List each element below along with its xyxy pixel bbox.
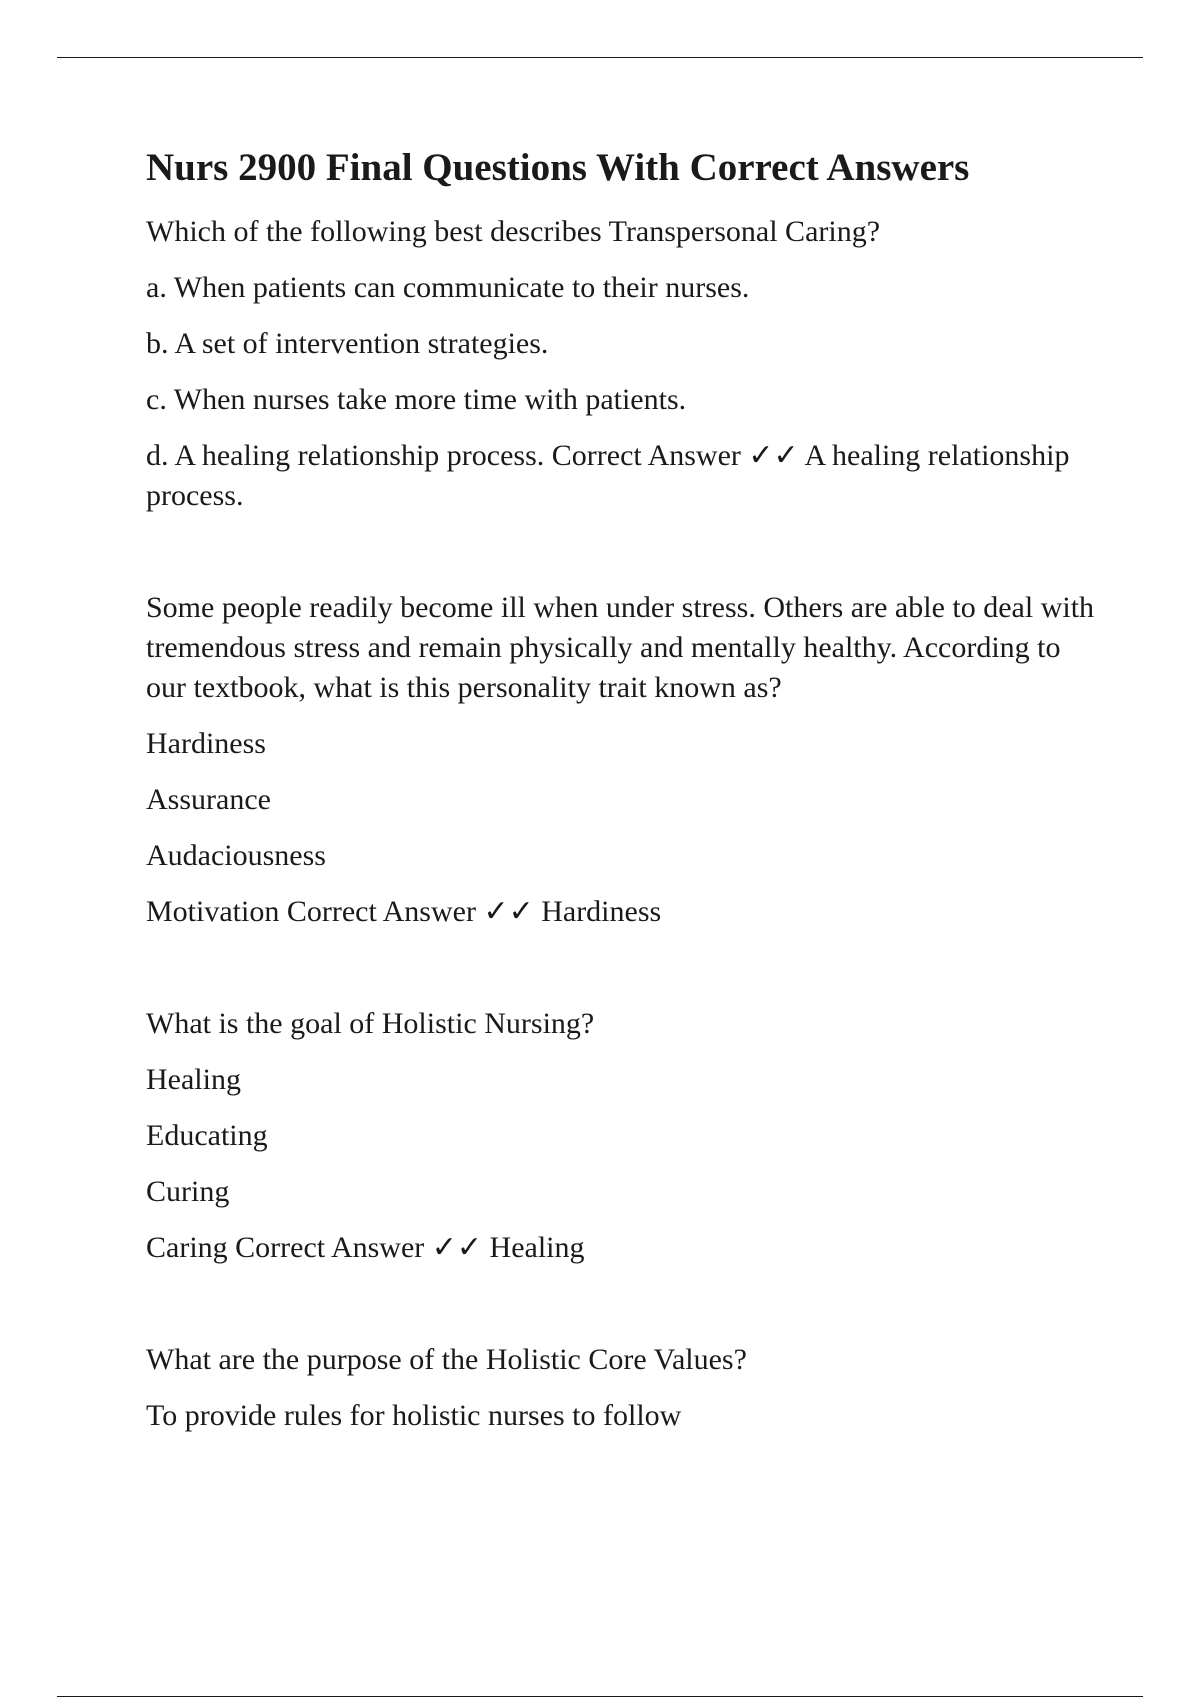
question-block-1 (146, 212, 1096, 516)
spacer (146, 1284, 1096, 1340)
answer-option: Healing (146, 1063, 241, 1096)
document-title: Nurs 2900 Final Questions With Correct Answers (146, 146, 970, 189)
answer-option-correct: Caring Correct Answer ✓✓ Healing (146, 1231, 585, 1264)
answer-option: Hardiness (146, 727, 266, 760)
answer-option: c. When nurses take more time with patients. (146, 383, 687, 416)
answer-option: Audaciousness (146, 839, 326, 872)
answer-option: Educating (146, 1119, 268, 1152)
spacer (146, 532, 1096, 588)
question-block-4 (146, 1340, 1096, 1436)
question-text: What are the purpose of the Holistic Core Values? (146, 1343, 747, 1376)
bottom-divider (57, 1696, 1143, 1697)
question-block-3 (146, 1004, 1096, 1268)
top-divider (57, 57, 1143, 58)
spacer (146, 948, 1096, 1004)
answer-option: Assurance (146, 783, 271, 816)
answer-option: To provide rules for holistic nurses to follow (146, 1399, 682, 1432)
document-body (146, 140, 1096, 1452)
question-text: Some people readily become ill when under stress. Others are able to deal with tremendous stress and remain physically and mentally healthy. According to our textbook, what is this personality trait known as? (146, 591, 1095, 704)
answer-option: b. A set of intervention strategies. (146, 327, 549, 360)
question-block-2 (146, 588, 1096, 932)
question-text: What is the goal of Holistic Nursing? (146, 1007, 595, 1040)
answer-option-correct: d. A healing relationship process. Correct Answer ✓✓ A healing relationship process. (146, 439, 1070, 512)
question-text: Which of the following best describes Transpersonal Caring? (146, 215, 881, 248)
answer-option-correct: Motivation Correct Answer ✓✓ Hardiness (146, 895, 662, 928)
answer-option: Curing (146, 1175, 230, 1208)
answer-option: a. When patients can communicate to their nurses. (146, 271, 750, 304)
